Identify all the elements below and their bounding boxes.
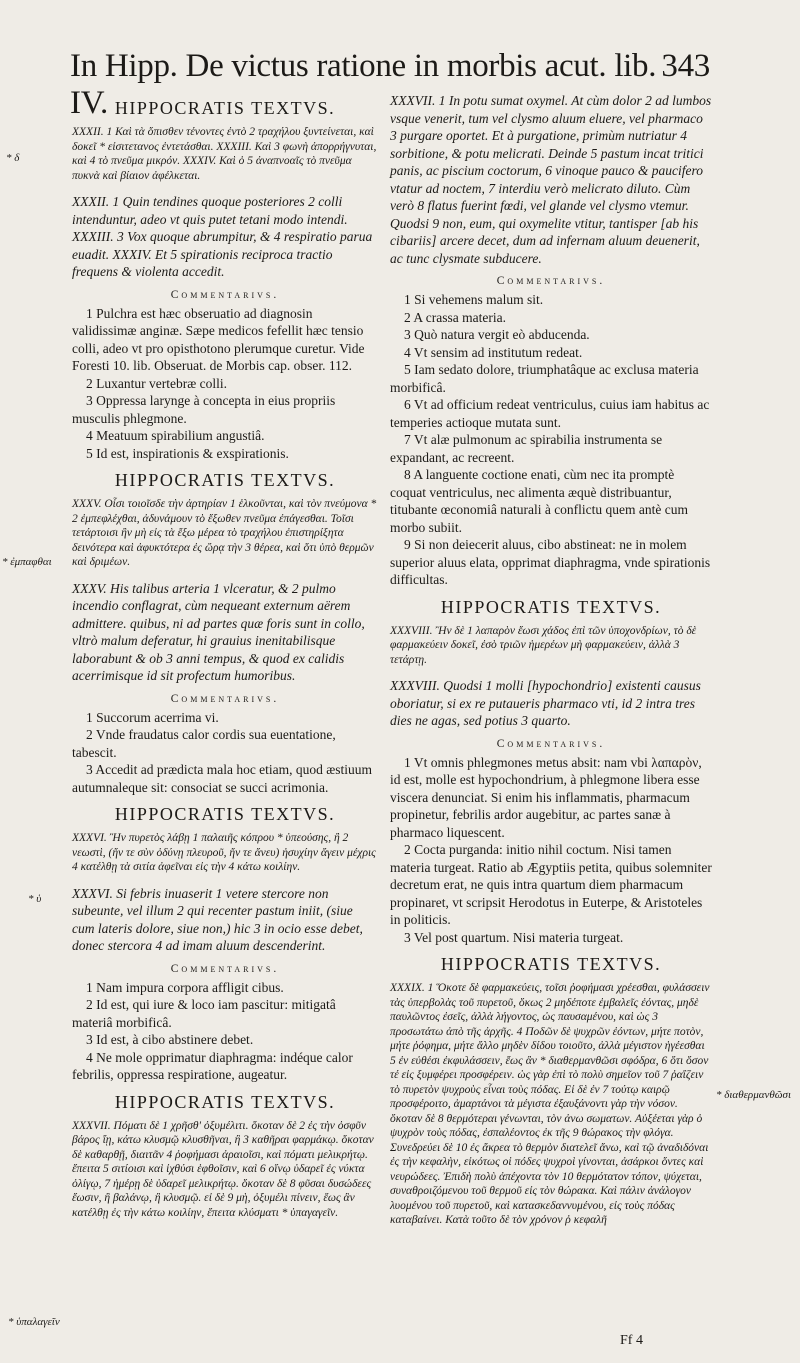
margin-note: * ἐμπαφθαι <box>2 556 52 568</box>
latin-translation: XXXII. 1 Quin tendines quoque posteriores 2 colli intenduntur, adeo vt quis putet tetani modo intendi. XXXIII. 3 Vox quoque abrumpitur, & 4 respiratio parua euadit. XXXIV. Et 5 spirationis reciproca tractio frequens & violenta accedit. <box>72 194 373 279</box>
commentary-note: 9 Si non deiecerit aluus, cibo abstineat: ne in molem superior aluus elata, opprimat diaphragma, vnde spirationis difficultas. <box>390 537 711 587</box>
margin-note: * δ <box>6 152 20 164</box>
commentary-note: 3 Accedit ad prædicta mala hoc etiam, quod æstiuum autumnaleque sit: consociat se succi acrimonia. <box>72 762 373 795</box>
commentary-note: 5 Id est, inspirationis & exspirationis. <box>86 445 289 461</box>
commentary-note: 1 Pulchra est hæc obseruatio ad diagnosin validissimæ anginæ. Sæpe medicos fefellit hæc tensio colli, adeo vt pro opisthotono plerumque curetur. Vide Foresti 10. lib. Obseruat. de Morbis cap. obser. 112. <box>72 305 365 373</box>
commentary-note: 3 Quò natura vergit eò abducenda. <box>404 327 590 342</box>
commentary-heading: Commentarivs. <box>170 692 280 705</box>
commentary-note: 2 Luxantur vertebræ colli. <box>86 375 227 391</box>
commentary-note: 2 Vnde fraudatus calor cordis sua euentatione, tabescit. <box>72 727 336 760</box>
commentary-notes <box>390 754 712 947</box>
commentary-note: 4 Vt sensim ad institutum redeat. <box>404 344 583 360</box>
margin-note: * ὑπαλαγεῖν <box>8 1316 60 1328</box>
running-title: In Hipp. De victus ratione in morbis acut. lib. IV. <box>70 48 657 121</box>
commentary-note: 2 Cocta purganda: initio nihil coctum. Nisi tamen materia turgeat. Ratio ab Ægyptiis petita, quibus solemniter decretum erat, ne quis intra quartum diem pharmacum propinaret, vt scripsit Herodotus in Euterpe, & Aristoteles in politicis. <box>390 842 712 927</box>
margin-note: * διαθερμανθῶσι <box>716 1089 792 1101</box>
section-heading: HIPPOCRATIS TEXTVS. <box>114 1091 336 1112</box>
commentary-note: 3 Oppressa larynge à concepta in eius propriis musculis phlegmone. <box>72 393 336 426</box>
commentary-note: 4 Ne mole opprimatur diaphragma: indéque calor febrilis, oppressa respiratione, augeatur. <box>72 1049 353 1082</box>
signature-mark: Ff 4 <box>620 1333 643 1348</box>
section-heading: HIPPOCRATIS TEXTVS. <box>440 596 662 617</box>
commentary-heading: Commentarivs. <box>496 275 606 287</box>
section-heading: HIPPOCRATIS TEXTVS. <box>114 470 336 490</box>
commentary-note: 1 Si vehemens malum sit. <box>404 292 544 307</box>
commentary-notes <box>72 709 378 797</box>
section-heading: HIPPOCRATIS TEXTVS. <box>114 98 336 118</box>
section-heading: HIPPOCRATIS TEXTVS. <box>440 954 662 974</box>
commentary-note: 3 Id est, à cibo abstinere debet. <box>86 1032 254 1047</box>
section-heading: HIPPOCRATIS TEXTVS. <box>114 804 336 824</box>
greek-text: XXXVII. Πόματι δὲ 1 χρῆσθ' ὀξυμέλιτι. ὅκοταν δὲ 2 ἐς τὴν ὀσφῦν βάρος ἴῃ, κάτω κλυσμῷ κλυσθῆναι, ἢ 3 καθῆραι φαρμάκῳ. ὅκοταν δὲ καθαρθῇ, διαιτᾶν 4 ῥοφήμασι ἀραιοῖσι, καὶ πόματι μελικρήτῳ. ἔπειτα 5 σιτίοισι καὶ ἰχθύσι ἑφθοῖσιν, καὶ 6 οἴνῳ ὑδαρεῖ ἐς νύκτα ὀλίγῳ, 7 ἡμέρῃ δὲ ὑδαρεῖ μελικρήτῳ. ὅκοταν δὲ 8 φῦσαι δυσώδεες ἔωσιν, ἢ βαλάνῳ, ἢ κλυσμῷ. εἰ δὲ 9 μὴ, ὀξυμέλι πίνειν, ἕως ἂν κατέλθῃ ἐς τὴν κάτω κοιλίην, ἔπειτα κλύσματι * ὑπαγαγεῖν. <box>72 1119 374 1219</box>
commentary-note: 8 A languente coctione enati, cùm nec ita promptè coquat ventriculus, nec alimenta æquè distribuantur, titubante œconomiâ naturali à conflictu quem antè cum morbo subiit. <box>390 467 689 535</box>
right-column <box>390 92 712 1238</box>
left-column <box>72 92 378 1230</box>
latin-translation: XXXVII. 1 In potu sumat oxymel. At cùm dolor 2 ad lumbos vsque venerit, tum vel clysmo aluum eluere, vel pharmaco 3 purgare oportet. Et à purgatione, primùm nutriatur 4 sorbitione, & potu melicrati. Deinde 5 pastum incat tritici panis, ac piscium coctorum, 6 vinoque pauco & paucifero vtatur ad noctem, 7 interdiu verò melicrato diluto. Cùm verò 8 flatus fuerint fœdi, vel glande vel clysmo vtemur. Quodsi 9 non, eum, qui oxymelite vtitur, tantisper [ab his cibariis] arcere decet, dum ad infernam aluum deuenerit, ac tunc clysmate subducere. <box>390 93 712 266</box>
commentary-notes <box>390 291 712 589</box>
commentary-note: 2 Id est, qui iure & loco iam pascitur: mitigatâ materiâ morbificâ. <box>72 997 336 1030</box>
latin-translation: XXXV. His talibus arteria 1 vlceratur, & 2 pulmo incendio conflagrat, cùm nequeant externum aërem admittere. quibus, ni ad partes quæ foris sunt in collo, vltrò malum deferatur, hi grauius inenitabilisque laborabunt & ob 3 anni tempus, & quod ex calidis acerrimisque id sit profectum humoribus. <box>72 580 365 683</box>
commentary-heading: Commentarivs. <box>170 288 280 301</box>
commentary-note: 5 Iam sedato dolore, triumphatâque ac exclusa materia morbificâ. <box>390 362 699 395</box>
commentary-heading: Commentarivs. <box>170 962 280 975</box>
greek-text: XXXVI. Ἢν πυρετὸς λάβῃ 1 παλαιῆς κόπρου * ὑπεούσης, ἢ 2 νεωστὶ, (ἤν τε σὺν ὀδύνῃ πλευροῦ, ἤν τε ἄνευ) ἡσυχίην ἄγειν μέχρις 4 κατέλθῃ τὰ σιτία ἀφεῖναι εἰς τὴν 4 κάτω κοιλίην. <box>72 832 376 873</box>
commentary-note: 3 Vel post quartum. Nisi materia turgeat. <box>404 929 624 945</box>
commentary-notes <box>72 979 378 1084</box>
greek-text: XXXII. 1 Καὶ τὰ ὄπισθεν τένοντες ἐντὸ 2 τραχήλου ξυντείνεται, καὶ δοκεῖ * εἰσιτετανος ἐντετάσθαι. XXXIII. Καὶ 3 φωνὴ ἀπορρήγνυται, καὶ 4 τὸ πνεῦμα μικρόν. XXXIV. Καὶ ὁ 5 ἀναπνοαῖς τὸ πνεῦμα πυκνὰ καὶ βίαιον ἀφέλκεται. <box>72 126 377 182</box>
commentary-note: 1 Nam impura corpora affligit cibus. <box>86 979 284 995</box>
greek-text: XXXIX. 1 Ὅκοτε δὲ φαρμακεύεις, τοῖσι ῥοφήμασι χρέεσθαι, φυλάσσειν τὰς ὑπερβολὰς τοῦ πυρετοῦ, ὅκως 2 μηδέποτε ἐμβαλεῖς ἐόντας, μηδὲ παυλῶντος ἐσεῖς, ἀλλὰ λήγοντος, ὡς παυσαμένου, καὶ ὡς 3 προσωτάτω ἀπὸ τῆς ἀρχῆς. 4 Ποδῶν δὲ ψυχρῶν ἐόντων, μήτε ποτὸν, μήτε ῥόφημα, μήτε ἄλλο μηδὲν δίδου τοιοῦτο, ἀλλὰ μέγιστον ἡγέεσθαι 5 ἐν εὐθέσι ἐκφυλάσσειν, ἕως ἂν * διαθερμανθῶσι σφόδρα, 6 ὅτι ὅσον τέ εἰς ξυμφέρει προσφέρειν. ὡς γὰρ ἐπὶ τὸ πολὺ σημεῖον τοῦ 7 ῥαΐζειν τὸ πυρετὸν ψυχροὺς εἶναι τοὺς πόδας. Εἰ δὲ ἐν 7 τούτῳ καιρῷ προσφέροιτο, ἁμαρτάνοι τὰ μέγιστα ἐξαυξάνοντι γὰρ τὴν νόσον. ὅκοταν δὲ 8 θερμότεραι γένωνται, τὸν ἀνω σωματων. Αὐξέεται γὰρ ὁ ψυχρὸν τοὺς πόδας, ἐσπαλέοντος ἐκ τῆς 9 θώρακος τὴν φλόγα. Συνεδρεύει δὲ 10 ἐς ἄκρεα τὸ θερμὸν διατελεῖ ἄνω, καὶ τῷ ἀναδιδόναι ἐς τὴν κεφαλὴν, εἰκότως οἱ πόδες ψυχροὶ γίνονται, ἀσάρκοι ὄντες καὶ νευρώδεες. Ἐπιδὴ πολὺ ἀπέχοντα τὸν 10 θερμότατον τόπον, ψύχεται, συναθροιζόμενου τοῦ θερμοῦ εἰς τὸν θώρακα. Καὶ πάλιν ἀνάλογον λυομένου τοῦ πυρετοῦ, καὶ κατασκεδαννυμένου, εἰς τοὺς πόδας καταβαίνει. Κατὰ τοῦτο δὲ τὸν χρόνον ῥ κεφαλῆ <box>390 982 710 1226</box>
page-number: 343 <box>661 48 710 84</box>
greek-text: XXXV. Οἷσι τοιοῖσδε τὴν ἀρτηρίαν 1 ἑλκοῦνται, καὶ τὸν πνεύμονα * 2 ἐμπεφλέχθαι, ἀδυνάμουν τὸ ἔξωθεν πνεῦμα ἐπάγεσθαι. Τοῖσι τετάρτοισι ἢν μὴ εἰς τὰ ἔξω μέρεα τὸ τραχήλου ἐπιστηρίξητα δεινότερα καὶ ἀφυκτότερα ἐς ὥρᾳ τὴν 3 θέρεα, καὶ ὅτι ὑπὸ θερμῶν καὶ δριμέων. <box>72 498 377 568</box>
commentary-notes <box>72 305 378 463</box>
commentary-note: 2 A crassa materia. <box>404 309 506 325</box>
latin-translation: XXXVIII. Quodsi 1 molli [hypochondrio] existenti causus oboriatur, si ex re putaueris pharmaco vti, id 2 intra tres dies ne agas, sed potius 3 quarto. <box>390 678 701 728</box>
margin-note: * ὑ <box>28 893 42 905</box>
commentary-note: 1 Vt omnis phlegmones metus absit: nam vbi λαπαρὸν, id est, molle est hypochondrium, à phlegmone libera esse viscera denunciat. Si enim his inflammatis, pharmacum propinetur, febrilis ardor augebitur, ac partes sanæ à pharmaco liquescent. <box>390 754 702 840</box>
latin-translation: XXXVI. Si febris inuaserit 1 vetere stercore non subeunte, vel illum 2 qui recenter pastum iniit, (siue cum lateris dolore, siue non,) hic 3 in ocio esse debet, donec stercora 4 ad imam aluum descenderint. <box>72 885 363 953</box>
greek-text: XXXVIII. Ἢν δὲ 1 λαπαρὸν ἔωσι χάδος ἐπὶ τῶν ὑποχονδρίων, τὸ δὲ φαρμακεύειν δοκεῖ, ἐσὸ τριῶν ἡμερέων μὴ φαρμακεύειν, ἀλλὰ 3 τετάρτῃ. <box>390 624 697 666</box>
commentary-note: 6 Vt ad officium redeat ventriculus, cuius iam habitus ac temperies actioque mutata sunt. <box>390 397 710 430</box>
commentary-note: 7 Vt alæ pulmonum ac spirabilia instrumenta se expandant, ac recreent. <box>390 432 663 465</box>
commentary-note: 1 Succorum acerrima vi. <box>86 709 219 725</box>
commentary-note: 4 Meatuum spirabilium angustiâ. <box>86 428 265 443</box>
commentary-heading: Commentarivs. <box>496 737 606 750</box>
